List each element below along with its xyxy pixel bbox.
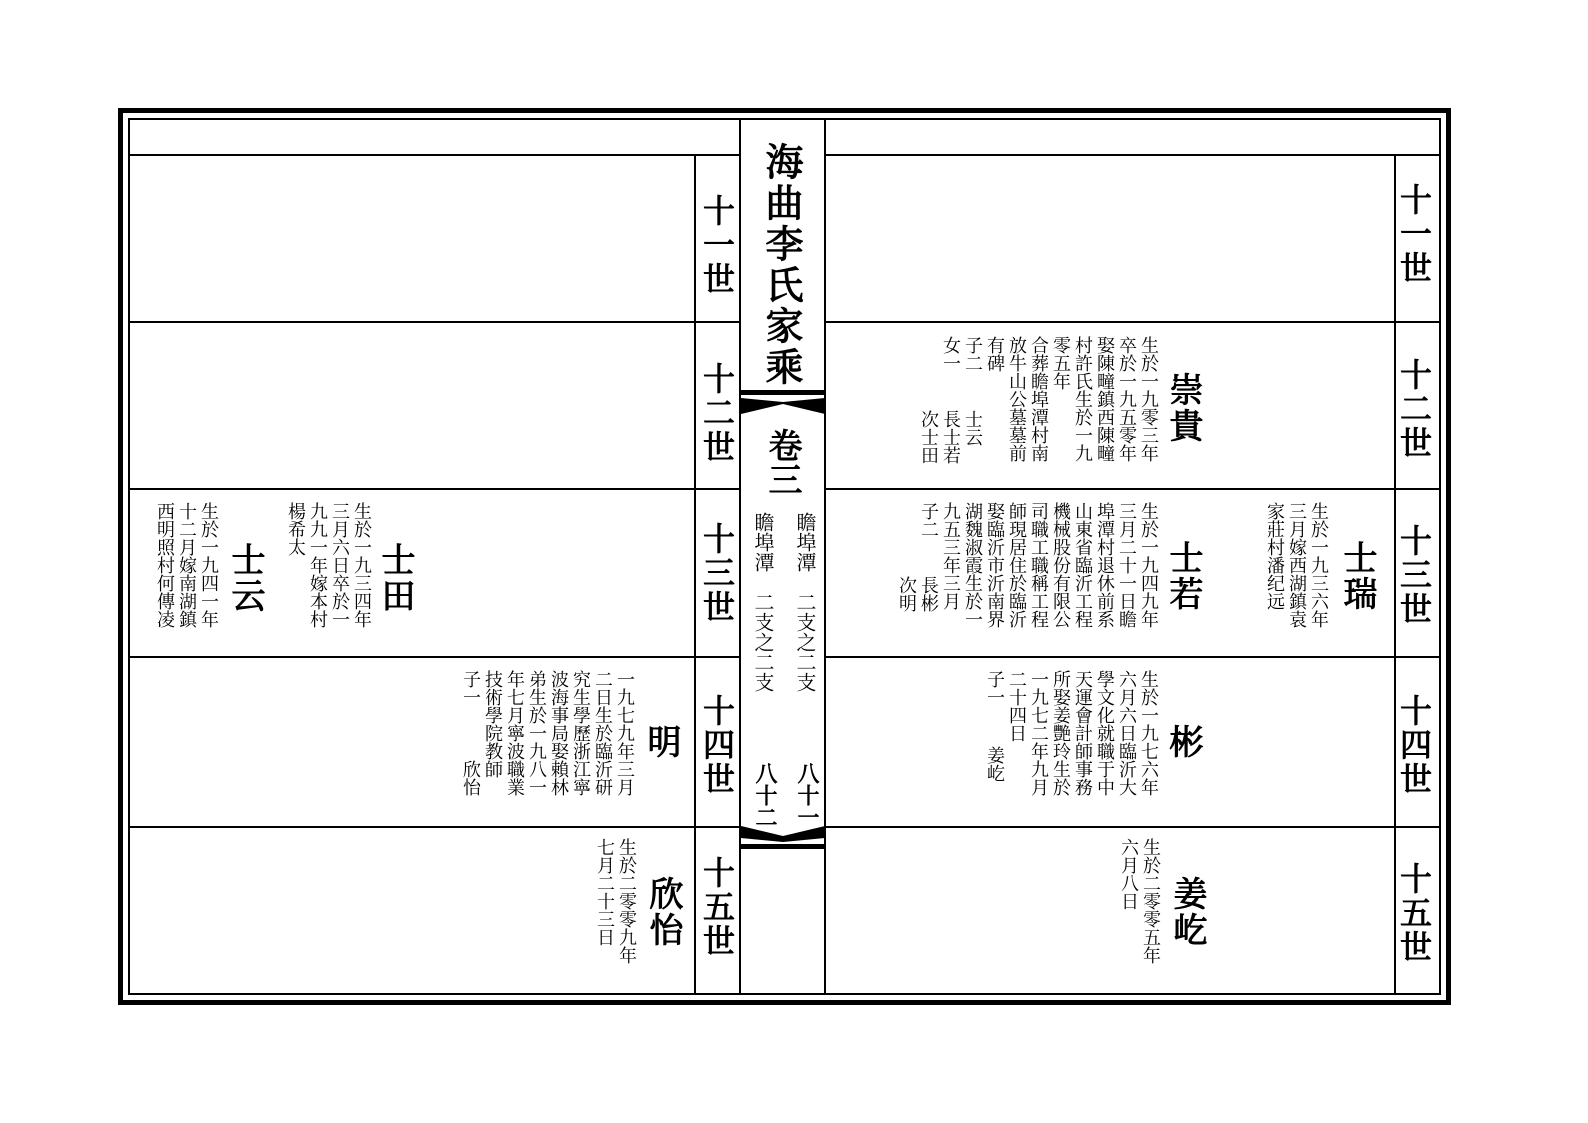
left-page-number: 八十二 <box>752 762 778 828</box>
row-divider <box>129 154 740 156</box>
gen-label-15-right: 十五世 <box>1395 862 1433 964</box>
gen-label-14-right: 十四世 <box>1395 694 1433 796</box>
row-divider <box>826 488 1440 490</box>
person-name-bin: 彬 <box>1163 724 1203 760</box>
right-page-number: 八十一 <box>794 762 820 828</box>
person-name-ming: 明 <box>641 724 681 760</box>
gen-label-12-right: 十二世 <box>1395 358 1433 460</box>
column-divider <box>694 154 696 994</box>
gen-label-13-left: 十三世 <box>698 522 736 624</box>
gen-label-12-left: 十二世 <box>698 362 736 464</box>
person-name-shirui: 士瑞 <box>1337 540 1377 612</box>
book-title: 海曲李氏家乘 <box>759 142 804 388</box>
row-divider <box>826 321 1440 323</box>
gen-label-11-right: 十一世 <box>1395 183 1433 285</box>
row-divider <box>129 656 740 658</box>
row-divider <box>826 154 1440 156</box>
row-divider <box>826 826 1440 828</box>
gen-label-15-left: 十五世 <box>698 856 736 958</box>
person-name-shiruo: 士若 <box>1163 540 1203 612</box>
left-branch-label: 瞻埠潭 二支之二支 <box>751 512 775 692</box>
person-name-shiyun: 士云 <box>225 542 265 614</box>
spine-right-line <box>824 118 826 994</box>
person-name-shitian: 士田 <box>375 542 415 614</box>
right-branch-label: 瞻埠潭 二支之二支 <box>793 512 817 692</box>
gen-label-13-right: 十三世 <box>1395 524 1433 626</box>
person-name-chonggui: 崇貴 <box>1163 372 1203 444</box>
row-divider <box>129 488 740 490</box>
row-divider <box>129 321 740 323</box>
gen-label-14-left: 十四世 <box>698 694 736 796</box>
row-divider <box>826 656 1440 658</box>
person-name-xinyi: 欣怡 <box>643 876 683 948</box>
spine-bottom-ribbon <box>741 824 825 850</box>
spine-left-line <box>739 118 741 994</box>
volume-label: 卷三 <box>762 428 802 496</box>
person-name-jiangyi: 姜屹 <box>1167 876 1207 948</box>
spine-top-ribbon <box>741 390 825 416</box>
gen-label-11-left: 十一世 <box>698 194 736 296</box>
row-divider <box>129 826 740 828</box>
